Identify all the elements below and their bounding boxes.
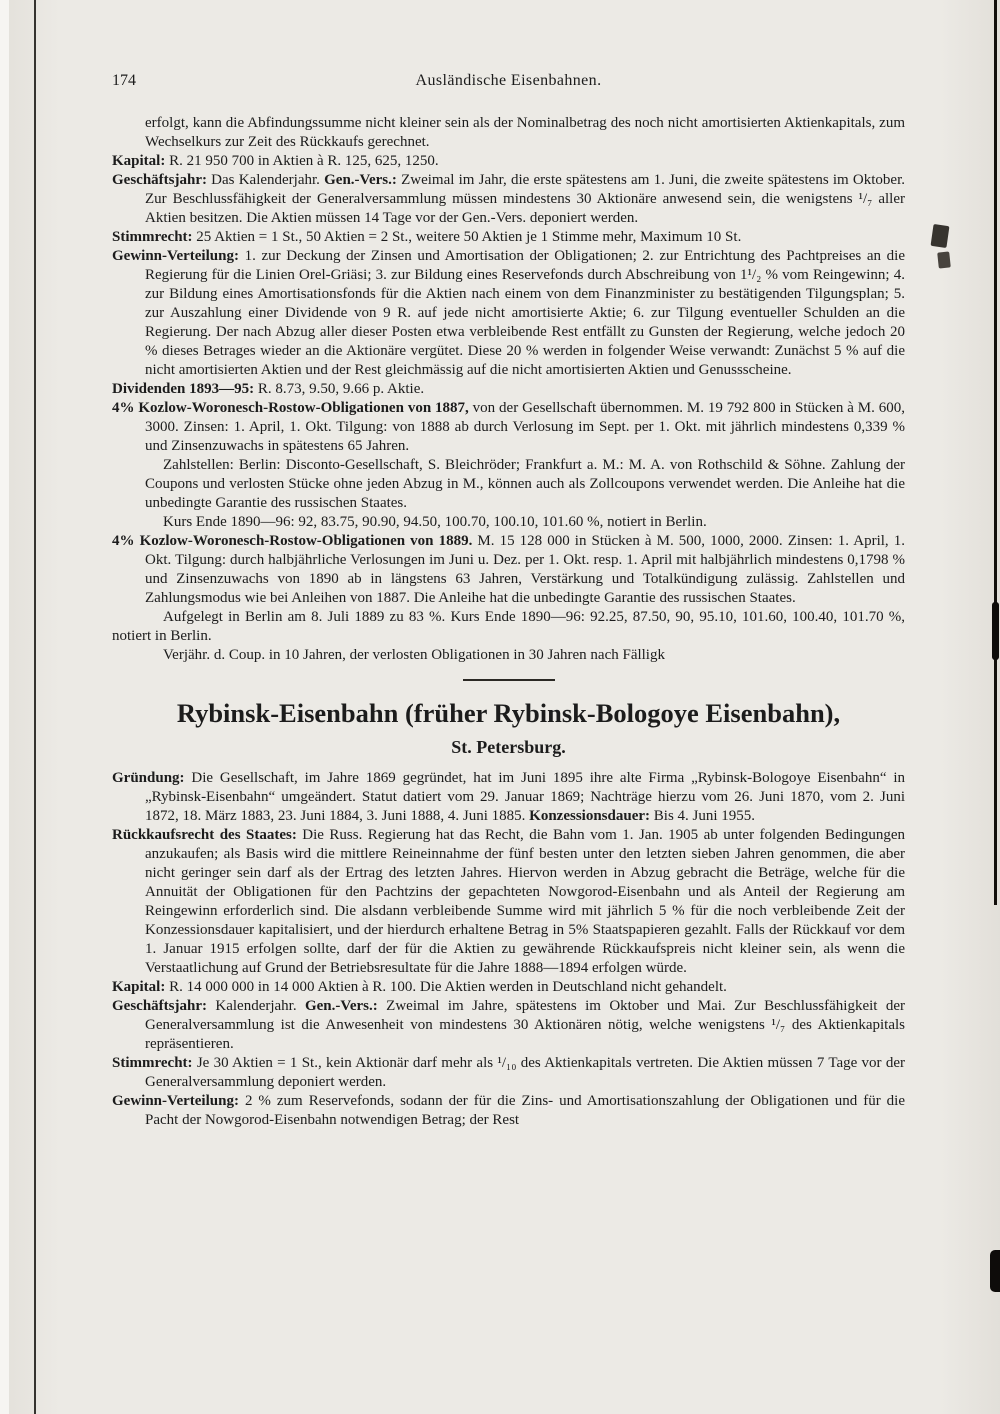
text-run: Die Gesellschaft, im Jahre 1869 gegründet, hat im Juni 1895 ihre alte Firma „Rybinsk-Bologoye Eisenbahn“ in „Rybinsk-Eisenbahn“ umgeändert. Statut datiert vom 29. Januar 1869; Nachträge hierzu vom 26. Juni 1870, vom 2. Juni 1872, 18. März 1883, 23. Juni 1884, 3. Juni 1888, 4. Juni 1885. bbox=[145, 770, 905, 824]
entry-paragraph bbox=[112, 152, 905, 171]
scan-artifact-ink-spot bbox=[990, 1250, 1000, 1292]
paragraph bbox=[112, 114, 905, 152]
entry-lead: 4% Kozlow-Woronesch-Rostow-Obligationen von 1887, bbox=[112, 400, 469, 416]
paragraph bbox=[112, 646, 905, 665]
entry-paragraph bbox=[112, 826, 905, 978]
entry-paragraph bbox=[112, 978, 905, 997]
text-run: M. 15 128 000 in Stücken à M. 500, 1000, 2000. Zinsen: 1. April, 1. Okt. Tilgung: durch halbjährliche Verlosungen im Juni u. Dez. per 1. Okt. resp. 1. April mit halbjährlich mindestens 0,1798 % und Zinsenzuwachs von 1890 ab in längstens 63 Jahren, Verstärkung und Totalkündigung zulässig. Zahlstellen und Zahlungsmodus wie bei Anleihen von 1887. Die Anleihe hat die unbedingte Garantie des russischen Staates. bbox=[145, 533, 906, 606]
text-run: Zweimal im Jahr, die erste spätestens am 1. Juni, die zweite spätestens im Oktober. Zur Beschlussfähigkeit der Generalversammlung müssen mindestens 30 Aktionäre anwesend sein, die wenigstens ¹/₇ aller Aktien besitzen. Die Aktien müssen 14 Tage vor der Gen.-Vers. deponiert werden. bbox=[145, 172, 905, 226]
entry-lead: Konzessionsdauer: bbox=[529, 808, 651, 824]
text-run: Kalenderjahr. bbox=[206, 998, 305, 1014]
running-title: Ausländische Eisenbahnen. bbox=[415, 72, 602, 89]
scan-artifact-right-blob bbox=[992, 602, 999, 660]
entry-paragraph bbox=[112, 399, 905, 456]
text-run: R. 8.73, 9.50, 9.66 p. Aktie. bbox=[254, 381, 425, 397]
text-run: Zahlstellen: Berlin: Disconto-Gesellschaft, S. Bleichröder; Frankfurt a. M.: M. A. von Rothschild & Söhne. Zahlung der Coupons und verlosten Stücke ohne jeden Abzug in M., können auch als Zollcoupons verwendet werden. Die Anleihe hat die unbedingte Garantie des russischen Staates. bbox=[145, 457, 905, 511]
text-run: Das Kalenderjahr. bbox=[206, 172, 325, 188]
entry-paragraph bbox=[112, 228, 905, 247]
text-run: R. 21 950 700 in Aktien à R. 125, 625, 1250. bbox=[165, 153, 439, 169]
text-run: Zweimal im Jahre, spätestens im Oktober und Mai. Zur Beschlussfähigkeit der Generalversammlung ist die Anwesenheit von mindestens 30 Aktionären nötig, welche wenigstens ¹/₇ des Aktienkapitals repräsentieren. bbox=[145, 998, 905, 1052]
entry-paragraph bbox=[112, 997, 905, 1054]
entry-lead: Gewinn-Verteilung: bbox=[112, 1093, 239, 1109]
text-run: von der Gesellschaft übernommen. M. 19 792 800 in Stücken à M. 600, 3000. Zinsen: 1. April, 1. Okt. Tilgung: von 1888 ab durch Verlosung im Sept. per 1. Okt. mit jährlich mindestens 0,339 % und Zinsenzuwachs in spätestens 65 Jahren. bbox=[145, 400, 905, 454]
section1-body bbox=[112, 114, 905, 665]
text-block bbox=[112, 114, 905, 1130]
text-run: 25 Aktien = 1 St., 50 Aktien = 2 St., weitere 50 Aktien je 1 Stimme mehr, Maximum 10 St. bbox=[192, 229, 742, 245]
paragraph bbox=[112, 513, 905, 532]
entry-paragraph bbox=[112, 1092, 905, 1130]
entry-paragraph bbox=[112, 1054, 905, 1092]
entry-lead: Geschäftsjahr: bbox=[112, 172, 207, 188]
entry-lead: Stimmrecht: bbox=[112, 229, 193, 245]
scan-artifact-left-edge bbox=[0, 0, 9, 1414]
paragraph bbox=[112, 608, 905, 646]
text-run: Die Russ. Regierung hat das Recht, die Bahn vom 1. Jan. 1905 ab unter folgenden Bedingungen anzukaufen; als Basis wird die mittlere Reineinnahme der fünf besten unter den letzten sieben Jahren genommen, die aber nicht geringer sein darf als der Ertrag des letzten Jahres. Hiervon werden in Abzug gebracht die Beträge, welche für die Annuität der Obligationen für den Pachtzins der gepachteten Nowgorod-Eisenbahn und als Anteil der Regierung am Reingewinn erforderlich sind. Die alsdann verbleibende Summe wird mit jährlich 5 % für die noch verbleibende Zeit der Konzessionsdauer kapitalisiert, und der hierdurch erhaltene Betrag in 5% Staatspapieren gezahlt. Falls der Rückkauf vor dem 1. Januar 1915 erfolgen sollte, darf der für die Aktien zu gewährende Rückkaufspreis nicht kleiner sein, als wenn die Verstaatlichung auf Grund der Betriebsresultate für die Jahre 1888—1894 erfolgen würde. bbox=[145, 827, 905, 976]
paragraph bbox=[112, 456, 905, 513]
text-run: 2 % zum Reservefonds, sodann der für die Zins- und Amortisationszahlung der Obligationen und für die Pacht der Nowgorod-Eisenbahn notwendigen Betrag; der Rest bbox=[145, 1093, 905, 1128]
entry-paragraph bbox=[112, 532, 905, 608]
entry-paragraph bbox=[112, 769, 905, 826]
entry-lead: Kapital: bbox=[112, 153, 166, 169]
scan-artifact-ink-mark bbox=[931, 224, 950, 248]
text-run: 1. zur Deckung der Zinsen und Amortisation der Obligationen; 2. zur Entrichtung des Pachtpreises an die Regierung für die Linien Orel-Griäsi; 3. zur Bildung eines Reservefonds durch Abschreibung von 1¹/₂ % vom Reingewinn; 4. zur Bildung eines Amortisationsfonds für die Aktien nach einem von dem Finanzminister zu bestätigenden Tilgungsplan; 5. zur Auszahlung einer Dividende von 9 R. auf jede nicht amortisierte Aktie; 6. zur Tilgung eventueller Schulden an die Regierung. Der nach Abzug aller dieser Posten etwa verbleibende Rest entfällt zu Gunsten der Regierung, welche jedoch 20 % dieses Betrages wieder an die Aktionäre vergütet. Diese 20 % werden in folgender Weise verwandt: Zunächst 5 % auf die nicht amortisierten Aktien und der Rest gleichmässig auf die nicht amortisierten Aktien und Genussscheine. bbox=[145, 248, 905, 378]
entry-lead: 4% Kozlow-Woronesch-Rostow-Obligationen von 1889. bbox=[112, 533, 473, 549]
page-header bbox=[112, 72, 905, 92]
scan-artifact-ink-mark bbox=[937, 251, 951, 268]
entry-lead: Gewinn-Verteilung: bbox=[112, 248, 239, 264]
text-run: Bis 4. Juni 1955. bbox=[650, 808, 756, 824]
section-subtitle: St. Petersburg. bbox=[451, 737, 566, 757]
entry-paragraph bbox=[112, 171, 905, 228]
section2-body bbox=[112, 769, 905, 1130]
entry-paragraph bbox=[112, 247, 905, 380]
entry-lead: Gen.-Vers.: bbox=[304, 998, 378, 1014]
page-number: 174 bbox=[112, 72, 136, 89]
section-divider bbox=[463, 679, 555, 681]
text-run: R. 14 000 000 in 14 000 Aktien à R. 100. Die Aktien werden in Deutschland nicht gehandelt. bbox=[165, 979, 727, 995]
text-run: Je 30 Aktien = 1 St., kein Aktionär darf mehr als ¹/₁₀ des Aktienkapitals vertreten. Die Aktien müssen 7 Tage vor der Generalversammlung deponiert werden. bbox=[145, 1055, 905, 1090]
entry-lead: Kapital: bbox=[112, 979, 166, 995]
entry-lead: Gründung: bbox=[112, 770, 185, 786]
entry-lead: Gen.-Vers.: bbox=[324, 172, 397, 188]
text-run: erfolgt, kann die Abfindungssumme nicht kleiner sein als der Nominalbetrag des noch nicht amortisierten Aktienkapitals, zum Wechselkurs zur Zeit des Rückkaufs gerechnet. bbox=[145, 115, 905, 150]
entry-lead: Stimmrecht: bbox=[112, 1055, 193, 1071]
entry-paragraph bbox=[112, 380, 905, 399]
scan-artifact-left-line bbox=[34, 0, 36, 1414]
text-run: Verjähr. d. Coup. in 10 Jahren, der verlosten Obligationen in 30 Jahren nach Fälligk bbox=[163, 647, 665, 663]
entry-lead: Rückkaufsrecht des Staates: bbox=[112, 827, 297, 843]
text-run: Kurs Ende 1890—96: 92, 83.75, 90.90, 94.50, 100.70, 100.10, 101.60 %, notiert in Berlin. bbox=[163, 514, 707, 530]
scan-artifact-right-line bbox=[994, 0, 997, 905]
entry-lead: Dividenden 1893—95: bbox=[112, 381, 255, 397]
text-run: Aufgelegt in Berlin am 8. Juli 1889 zu 83 %. Kurs Ende 1890—96: 92.25, 87.50, 90, 95.10, 101.60, 100.40, 101.70 %, notiert in Berlin. bbox=[112, 609, 905, 644]
entry-lead: Geschäftsjahr: bbox=[112, 998, 207, 1014]
section-title: Rybinsk-Eisenbahn (früher Rybinsk-Bologoye Eisenbahn), bbox=[176, 698, 841, 728]
